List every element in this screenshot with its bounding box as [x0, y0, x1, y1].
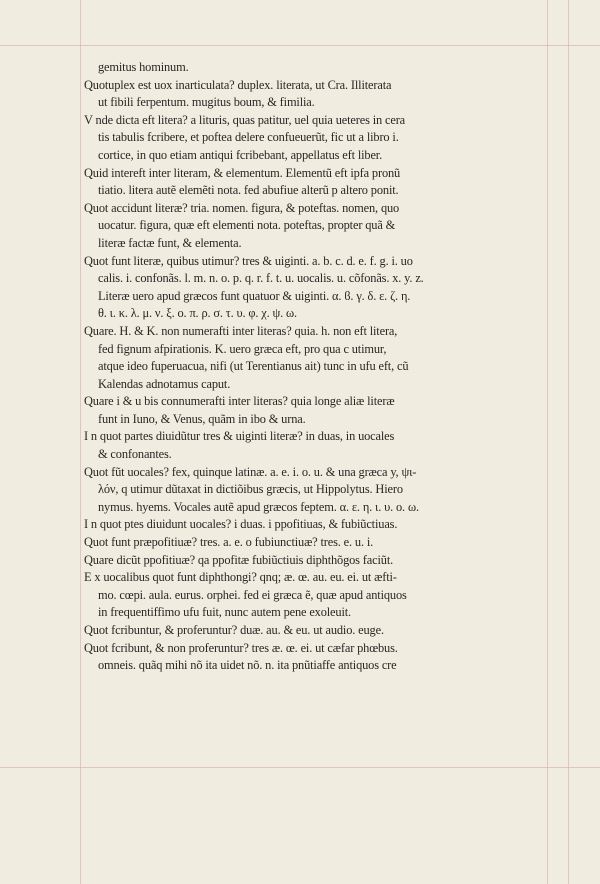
text-line: nymus. hyems. Vocales autẽ apud græcos feptem. α. ε. η. ι. υ. ο. ω. — [98, 499, 419, 514]
text-line: tis tabulis fcribere, et poftea delere confueuerũt, fic ut a libro i. — [98, 130, 399, 145]
text-line: Quot accidunt literæ? tria. nomen. figura, & poteftas. nomen, quo — [84, 200, 400, 215]
text-line: & confonantes. — [98, 447, 172, 462]
text-line: in frequentiffimo ufu fuit, nunc autem pene exoleuit. — [98, 605, 351, 620]
text-line: Quot fcribunt, & non proferuntur? tres æ. œ. ei. ut cæfar phœbus. — [84, 640, 398, 655]
text-line: Quare i & u bis connumerafti inter literas? quia longe aliæ literæ — [84, 394, 395, 409]
text-line: fed fignum afpirationis. K. uero græca eft, pro qua c utimur, — [98, 341, 387, 356]
text-line: uocatur. figura, quæ eft elementi nota. poteftas, propter quã & — [98, 218, 396, 233]
text-line: Kalendas adnotamus caput. — [98, 376, 231, 391]
text-line: Quot funt literæ, quibus utimur? tres & uiginti. a. b. c. d. e. f. g. i. uo — [84, 253, 413, 268]
text-line: V nde dicta eft litera? a lituris, quas patitur, uel quia ueteres in cera — [84, 112, 406, 127]
text-line: ut fibili ferpentum. mugitus boum, & fimilia. — [98, 95, 315, 110]
text-line: tiatio. litera autẽ elemẽti nota. fed abufiue alterũ p altero ponit. — [98, 183, 399, 198]
text-line: funt in Iuno, & Venus, quãm in ibo & urna. — [98, 411, 306, 426]
text-line: gemitus hominum. — [98, 60, 189, 74]
text-line: mo. cœpi. aula. eurus. orphei. fed ei græca ẽ, quæ apud antiquos — [98, 587, 407, 602]
text-line: I n quot partes diuidũtur tres & uiginti literæ? in duas, in uocales — [84, 429, 395, 444]
text-line: θ. ι. κ. λ. μ. ν. ξ. ο. π. ρ. σ. τ. υ. φ. χ. ψ. ω. — [98, 306, 298, 321]
text-line: Quotuplex est uox inarticulata? duplex. literata, ut Cra. Illiterata — [84, 77, 392, 92]
margin-rule-bottom — [0, 767, 600, 768]
margin-rule-top — [0, 45, 600, 46]
text-line: cortice, in quo etiam antiqui fcribebant, appellatus eft liber. — [98, 147, 383, 162]
text-line: omneis. quãq mihi nõ ita uidet nõ. n. ita pnũtiaffe antiquos cre — [98, 658, 397, 673]
text-line: Quare dicũt ppofitiuæ? qa ppofitæ fubiũctiuis diphthõgos faciũt. — [84, 552, 394, 567]
text-line: Quot fũt uocales? fex, quinque latinæ. a. e. i. o. u. & una græca y, ψι- — [84, 464, 417, 479]
text-line: atque ideo fuperuacua, nifi (ut Terentianus ait) tunc in ufu eft, cũ — [98, 359, 409, 374]
text-line: Quare. H. & K. non numerafti inter literas? quia. h. non eft litera, — [84, 323, 398, 338]
text-line: I n quot ptes diuidunt uocales? i duas. i ppofitiuas, & fubiũctiuas. — [84, 517, 398, 532]
text-line: Quot funt præpofitiuæ? tres. a. e. o fubiunctiuæ? tres. e. u. i. — [84, 535, 374, 550]
margin-rule-left — [80, 0, 81, 884]
text-line: λόν, q utimur dũtaxat in dictiõibus græcis, ut Hippolytus. Hiero — [98, 482, 403, 497]
text-line: E x uocalibus quot funt diphthongi? qnq; æ. œ. au. eu. ei. ut æfti- — [84, 570, 397, 585]
text-line: Quid intereft inter literam, & elementum. Elementũ eft ipfa pronũ — [84, 165, 401, 180]
page-text — [84, 59, 546, 675]
text-line: Literæ uero apud græcos funt quatuor & uiginti. α. ϐ. γ. δ. ε. ζ. η. — [98, 288, 411, 303]
margin-rule-outer — [568, 0, 569, 884]
text-line: calis. i. confonãs. l. m. n. o. p. q. r. f. t. u. uocalis. u. cõfonãs. x. y. z. — [98, 271, 424, 286]
margin-rule-right — [547, 0, 548, 884]
text-line: Quot fcribuntur, & proferuntur? duæ. au. & eu. ut audio. euge. — [84, 623, 384, 637]
text-line: literæ factæ funt, & elementa. — [98, 235, 242, 250]
